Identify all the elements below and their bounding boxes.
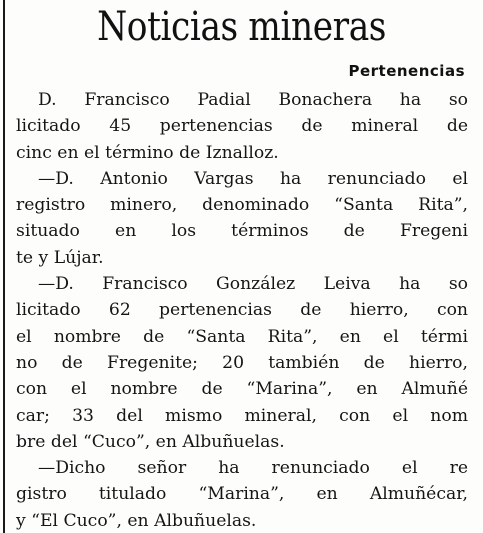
body-line: con el nombre de “Marina”, en Almuñé [16, 379, 468, 400]
body-line: registro minero, denominado “Santa Rita”, [16, 195, 468, 216]
section-heading: Pertenencias [348, 62, 465, 80]
body-line: situado en los términos de Fregeni [16, 221, 468, 242]
article-body [16, 87, 468, 533]
body-line: cinc en el término de Iznalloz. [16, 142, 279, 163]
body-line: car; 33 del mismo mineral, con el nom [16, 405, 468, 426]
article-title: Noticias mineras [97, 4, 386, 50]
body-line: —D. Antonio Vargas ha renunciado el [38, 168, 468, 189]
body-line: el nombre de “Santa Rita”, en el térmi [16, 326, 468, 347]
body-line: bre del “Cuco”, en Albuñuelas. [16, 431, 285, 452]
body-line: —Dicho señor ha renunciado el re [38, 458, 468, 479]
body-line: no de Fregenite; 20 también de hierro, [16, 352, 468, 373]
body-line: te y Lújar. [16, 247, 104, 268]
body-line: —D. Francisco González Leiva ha so [38, 274, 468, 295]
column-rule [3, 0, 5, 533]
body-line: licitado 62 pertenencias de hierro, con [16, 300, 468, 321]
body-line: licitado 45 pertenencias de mineral de [16, 116, 468, 137]
body-line: gistro titulado “Marina”, en Almuñécar, [16, 484, 468, 505]
body-line: y “El Cuco”, en Albuñuelas. [16, 510, 257, 531]
body-line: D. Francisco Padial Bonachera ha so [38, 90, 468, 110]
